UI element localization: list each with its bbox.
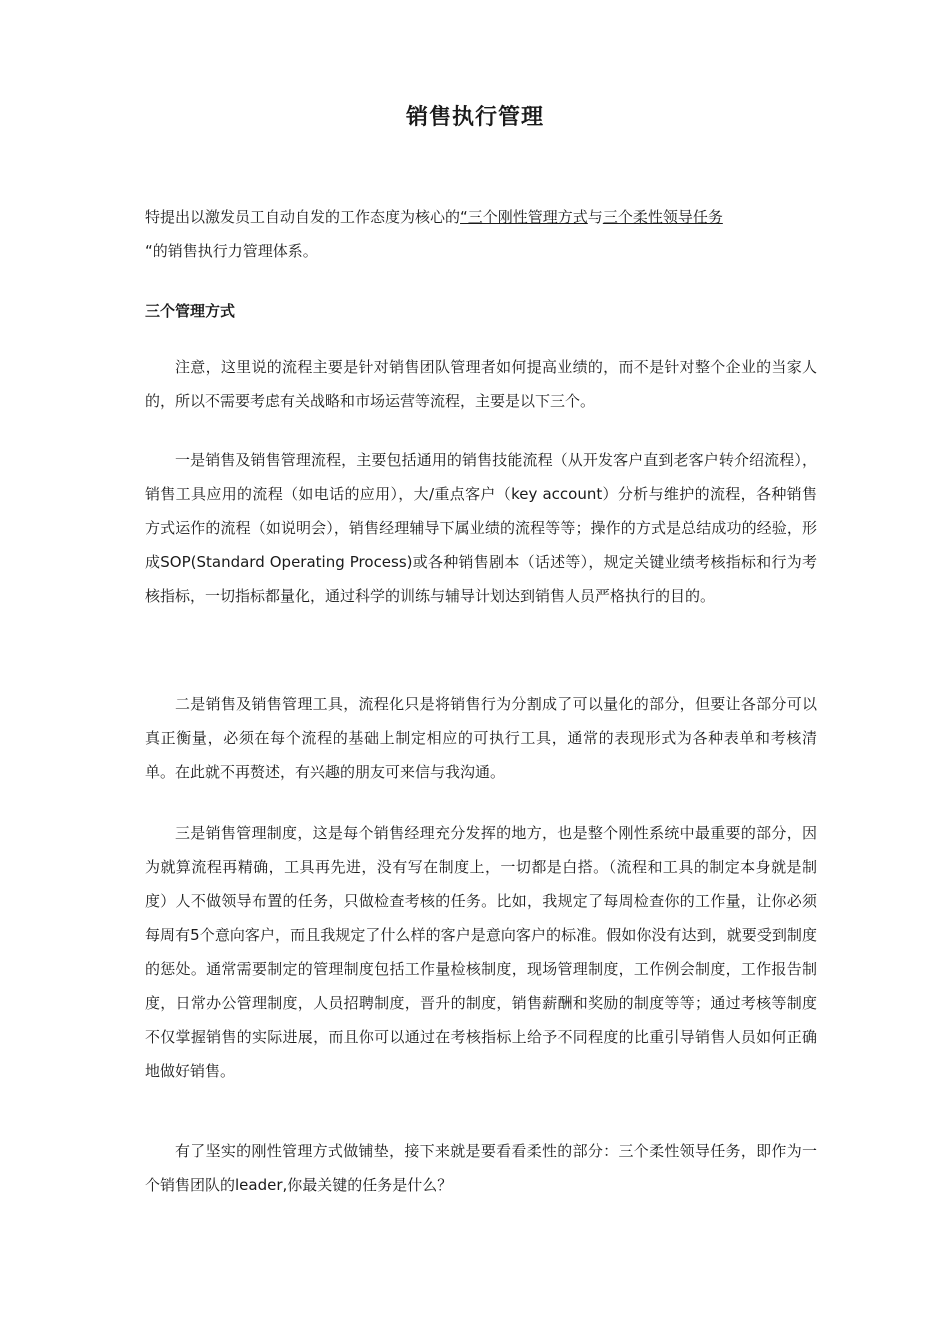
- paragraph-process: 一是销售及销售管理流程，主要包括通用的销售技能流程（从开发客户直到老客户转介绍流程），销售工具应用的流程（如电话的应用），大/重点客户（key account）分析与维护的流程，各种销售方式运作的流程（如说明会），销售经理辅导下属业绩的流程等等；操作的方式是总结成功的经验，形成SOP(Standard Operating Process)或各种销售剧本（话述等），规定关键业绩考核指标和行为考核指标，一切指标都量化，通过科学的训练与辅导计划达到销售人员严格执行的目的。: [145, 451, 817, 605]
- intro-link-flexible: 三个柔性领导任务: [602, 208, 723, 226]
- intro-prefix: 特提出以激发员工自动自发的工作态度为核心的: [145, 208, 461, 226]
- intro-suffix: “的销售执行力管理体系。: [145, 242, 318, 260]
- intro-connector: 与: [587, 208, 603, 226]
- section-heading: 三个管理方式: [145, 302, 236, 320]
- paragraph-note: 注意，这里说的流程主要是针对销售团队管理者如何提高业绩的，而不是针对整个企业的当家人的，所以不需要考虑有关战略和市场运营等流程，主要是以下三个。: [145, 358, 817, 410]
- intro-link-rigid: “三个刚性管理方式: [460, 208, 588, 226]
- paragraph-tools: 二是销售及销售管理工具，流程化只是将销售行为分割成了可以量化的部分，但要让各部分可以真正衡量，必须在每个流程的基础上制定相应的可执行工具，通常的表现形式为各种表单和考核清单。在此就不再赘述，有兴趣的朋友可来信与我沟通。: [145, 695, 817, 781]
- document-title: 销售执行管理: [405, 105, 544, 130]
- paragraph-system: 三是销售管理制度，这是每个销售经理充分发挥的地方，也是整个刚性系统中最重要的部分，因为就算流程再精确，工具再先进，没有写在制度上，一切都是白搭。（流程和工具的制定本身就是制度）人不做领导布置的任务，只做检查考核的任务。比如，我规定了每周检查你的工作量，让你必须每周有5个意向客户，而且我规定了什么样的客户是意向客户的标准。假如你没有达到，就要受到制度的惩处。通常需要制定的管理制度包括工作量检核制度，现场管理制度，工作例会制度，工作报告制度，日常办公管理制度，人员招聘制度，晋升的制度，销售薪酬和奖励的制度等等；通过考核等制度不仅掌握销售的实际进展，而且你可以通过在考核指标上给予不同程度的比重引导销售人员如何正确地做好销售。: [145, 824, 817, 1080]
- paragraph-transition: 有了坚实的刚性管理方式做铺垫，接下来就是要看看柔性的部分：三个柔性领导任务，即作为一个销售团队的leader,你最关键的任务是什么？: [145, 1142, 817, 1194]
- intro-paragraph: [145, 200, 817, 268]
